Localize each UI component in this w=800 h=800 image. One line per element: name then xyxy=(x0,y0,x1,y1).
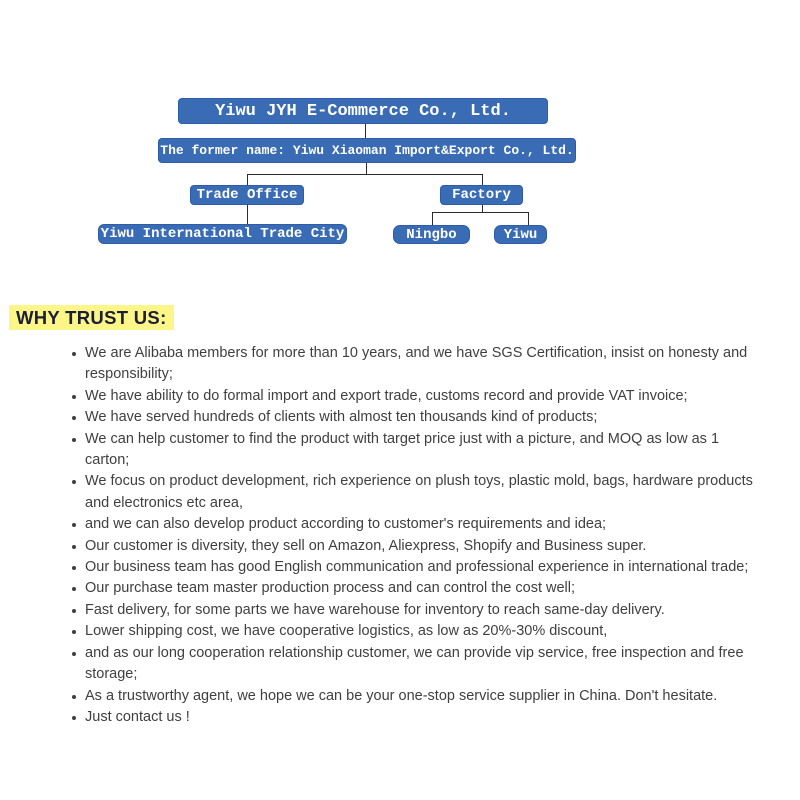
connector-line xyxy=(366,163,367,174)
org-node-yiwu: Yiwu xyxy=(494,225,547,244)
org-node-factory: Factory xyxy=(440,185,523,205)
connector-line xyxy=(365,124,366,138)
connector-line xyxy=(528,212,529,225)
org-chart xyxy=(0,0,800,270)
section-heading-why-trust-us: WHY TRUST US: xyxy=(9,305,174,330)
connector-line xyxy=(432,212,529,213)
connector-line xyxy=(247,174,248,185)
trust-bullet-list xyxy=(72,343,764,728)
org-node-ningbo: Ningbo xyxy=(393,225,470,244)
list-item: We have ability to do formal import and export trade, customs record and provide VAT invoice; xyxy=(72,386,764,407)
list-item: Just contact us ! xyxy=(72,707,764,728)
list-item: We can help customer to find the product with target price just with a picture, and MOQ as low as 1 carton; xyxy=(72,429,764,472)
list-item: Lower shipping cost, we have cooperative logistics, as low as 20%-30% discount, xyxy=(72,621,764,642)
list-item: We have served hundreds of clients with almost ten thousands kind of products; xyxy=(72,407,764,428)
connector-line xyxy=(247,205,248,224)
org-node-trade-office: Trade Office xyxy=(190,185,304,205)
list-item: and we can also develop product according to customer's requirements and idea; xyxy=(72,514,764,535)
connector-line xyxy=(482,174,483,185)
list-item: Fast delivery, for some parts we have warehouse for inventory to reach same-day delivery. xyxy=(72,600,764,621)
list-item: Our customer is diversity, they sell on Amazon, Aliexpress, Shopify and Business super. xyxy=(72,536,764,557)
list-item: Our business team has good English communication and professional experience in international trade; xyxy=(72,557,764,578)
org-node-former-name: The former name: Yiwu Xiaoman Import&Export Co., Ltd. xyxy=(158,138,576,163)
list-item: As a trustworthy agent, we hope we can be your one-stop service supplier in China. Don't hesitate. xyxy=(72,686,764,707)
org-node-trade-city: Yiwu International Trade City xyxy=(98,224,347,244)
list-item: Our purchase team master production process and can control the cost well; xyxy=(72,578,764,599)
list-item: We focus on product development, rich experience on plush toys, plastic mold, bags, hardware products and electronics etc area, xyxy=(72,471,764,514)
org-node-company: Yiwu JYH E-Commerce Co., Ltd. xyxy=(178,98,548,124)
list-item: and as our long cooperation relationship customer, we can provide vip service, free inspection and free storage; xyxy=(72,643,764,686)
list-item: We are Alibaba members for more than 10 years, and we have SGS Certification, insist on honesty and responsibility; xyxy=(72,343,764,386)
connector-line xyxy=(247,174,483,175)
connector-line xyxy=(432,212,433,225)
